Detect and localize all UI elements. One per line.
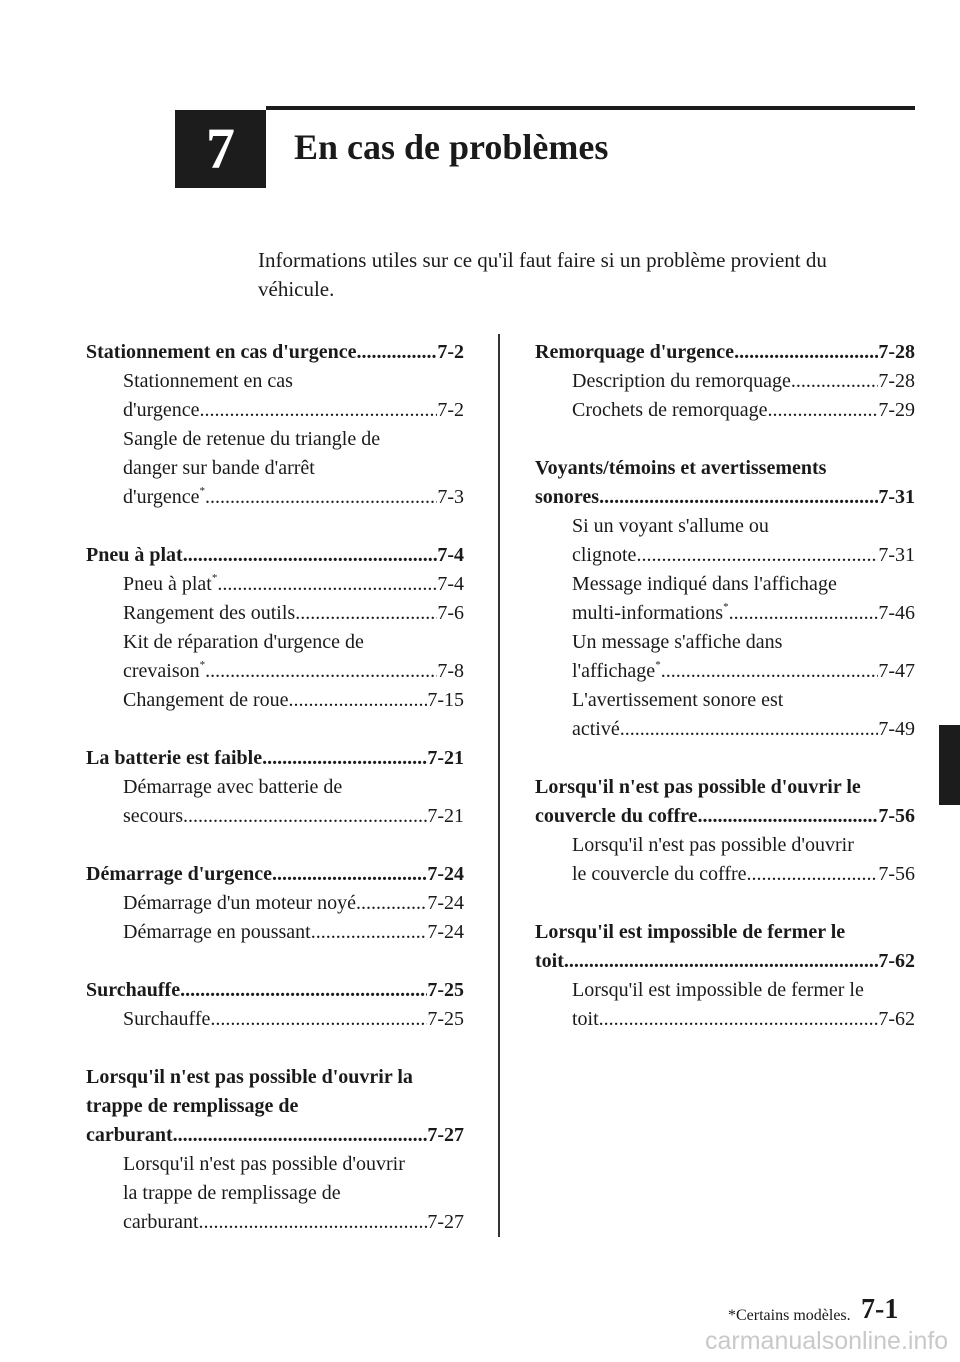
chapter-number-box [175,110,266,188]
toc-item[interactable] [86,889,464,918]
toc-item-title [123,599,295,628]
footnote-star: * [199,659,206,671]
toc-item[interactable] [86,570,464,599]
toc-item-line: Lorsqu'il n'est pas possible d'ouvrir [123,1153,405,1175]
toc-item-page: 7-21 [427,805,464,827]
dot-leader [729,599,879,628]
toc-item-page: 7-56 [878,863,915,885]
toc-item-page: 7-2 [437,399,464,421]
toc-heading[interactable] [86,744,464,773]
toc-heading-title: carburant [86,1124,173,1146]
toc-section [86,1063,464,1237]
dot-leader [564,947,878,976]
dot-leader [311,918,428,947]
page-number: 7-1 [861,1294,899,1325]
toc-item-title [123,1005,210,1034]
toc-item-title [123,918,311,947]
chapter-number: 7 [206,116,235,181]
toc-item[interactable] [86,686,464,715]
dot-leader [272,860,427,889]
toc-item-page: 7-27 [427,1211,464,1233]
toc-item-title [572,657,661,686]
toc-heading-page: 7-27 [427,1124,464,1146]
toc-item-title [123,1208,199,1237]
toc-heading[interactable] [535,338,915,367]
toc-heading-title: Surchauffe [86,979,181,1001]
toc-item[interactable] [535,367,915,396]
footnote-star: * [211,572,218,584]
toc-item-title [572,396,767,425]
dot-leader [210,1005,427,1034]
toc-item-title [123,657,205,686]
toc-item[interactable] [86,802,464,831]
dot-leader [661,657,879,686]
title-rule [266,106,915,110]
toc-item[interactable] [535,396,915,425]
toc-heading-line: Lorsqu'il n'est pas possible d'ouvrir le [535,776,861,798]
toc-item-page: 7-47 [878,660,915,682]
toc-heading[interactable] [535,947,915,976]
toc-section [535,338,915,425]
toc-item-text: Crochets de remorquage [572,399,768,421]
dot-leader [173,1121,428,1150]
dot-leader [200,396,438,425]
toc-item-line: Stationnement en cas [123,370,293,392]
toc-heading-page: 7-25 [427,979,464,1001]
toc-heading-page: 7-24 [427,863,464,885]
dot-leader [599,483,878,512]
toc-section [535,773,915,889]
toc-item[interactable] [86,1005,464,1034]
toc-section [86,976,464,1034]
toc-item[interactable] [535,599,915,628]
toc-item-title [572,860,747,889]
toc-item[interactable] [535,715,915,744]
column-divider [498,334,500,1237]
toc-heading-title: Stationnement en cas d'urgence [86,341,357,363]
toc-heading-page: 7-28 [878,341,915,363]
footnote: *Certains modèles. [728,1307,851,1324]
footnote-star: * [199,485,206,497]
toc-heading-title: Remorquage d'urgence [535,341,735,363]
toc-heading-title: couvercle du coffre [535,805,698,827]
dot-leader [295,599,437,628]
footnote-star: * [655,659,661,671]
toc-heading[interactable] [535,483,915,512]
dot-leader [636,541,878,570]
toc-heading[interactable] [86,976,464,1005]
toc-item-title [123,483,205,512]
toc-heading-page: 7-4 [437,544,464,566]
toc-item-page: 7-29 [878,399,915,421]
toc-item-page: 7-25 [427,1008,464,1030]
toc-item-text: Pneu à plat [123,573,212,595]
toc-item-page: 7-24 [427,921,464,943]
toc-heading-line: Voyants/témoins et avertissements [535,457,827,479]
toc-item-title [123,802,183,831]
toc-section [535,918,915,1034]
toc-item-line: Si un voyant s'allume ou [572,515,769,537]
toc-item-text: multi-informations [572,602,724,624]
toc-item-text: d'urgence [123,486,200,508]
dot-leader [767,396,878,425]
toc-section [86,744,464,831]
toc-item-line: Kit de réparation d'urgence de [123,631,364,653]
toc-item-page: 7-3 [437,486,464,508]
toc-item-line: Un message s'affiche dans [572,631,783,653]
toc-item[interactable] [535,541,915,570]
dot-leader [217,570,437,599]
toc-item-text: Démarrage en poussant [123,921,311,943]
toc-item[interactable] [535,1005,915,1034]
toc-item-page: 7-31 [878,544,915,566]
toc-item-text: d'urgence [123,399,200,421]
toc-item-line: L'avertissement sonore est [572,689,784,711]
footnote-star: * [723,601,729,613]
toc-heading-title: La batterie est faible [86,747,263,769]
dot-leader [183,802,427,831]
toc-item-text: Description du remorquage [572,370,791,392]
toc-heading-title: Pneu à plat [86,544,183,566]
toc-heading-line: Lorsqu'il est impossible de fermer le [535,921,846,943]
watermark: carmanualsonline.info [705,1327,949,1355]
toc-heading-page: 7-62 [878,950,915,972]
toc-item-line: la trappe de remplissage de [123,1182,341,1204]
toc-item[interactable] [86,396,464,425]
toc-item-title [123,570,217,599]
chapter-title: En cas de problèmes [294,127,609,167]
toc-heading[interactable] [86,860,464,889]
toc-item-line: danger sur bande d'arrêt [123,457,315,479]
toc-item-title [572,541,636,570]
toc-item-page: 7-8 [437,660,464,682]
dot-leader [620,715,879,744]
toc-item-title [123,396,200,425]
dot-leader [357,338,438,367]
toc-item-text: Changement de roue [123,689,289,711]
dot-leader [356,889,427,918]
toc-heading-page: 7-2 [437,341,464,363]
toc-item-title [572,599,729,628]
toc-item[interactable] [86,918,464,947]
toc-heading[interactable] [86,541,464,570]
toc-item-line: Démarrage avec batterie de [123,776,343,798]
toc-item-text: l'affichage [572,660,656,682]
toc-item-text: Démarrage d'un moteur noyé [123,892,356,914]
toc-heading[interactable] [86,1121,464,1150]
toc-heading[interactable] [86,338,464,367]
toc-item-text: Rangement des outils [123,602,296,624]
toc-item-title [572,1005,599,1034]
toc-item-page: 7-4 [437,573,464,595]
toc-item-title [572,367,791,396]
toc-heading-page: 7-21 [427,747,464,769]
dot-leader [205,483,437,512]
toc-heading-line: Lorsqu'il n'est pas possible d'ouvrir la [86,1066,413,1088]
toc-item-line: Lorsqu'il est impossible de fermer le [572,979,864,1001]
toc-item-page: 7-15 [427,689,464,711]
dot-leader [734,338,878,367]
toc-item-title [123,686,289,715]
toc-item-text: clignote [572,544,637,566]
dot-leader [747,860,879,889]
chapter-intro [258,246,898,304]
toc-item-text: secours [123,805,183,827]
toc-item[interactable] [535,860,915,889]
toc-item[interactable] [535,657,915,686]
dot-leader [698,802,879,831]
dot-leader [205,657,437,686]
toc-item[interactable] [86,1208,464,1237]
toc-item-text: activé [572,718,620,740]
toc-item-text: crevaison [123,660,200,682]
chapter-side-tab [939,725,960,805]
dot-leader [199,1208,428,1237]
toc-heading[interactable] [535,802,915,831]
toc-left-column [86,338,464,1266]
toc-section [86,338,464,512]
dot-leader [262,744,427,773]
toc-heading-line: trappe de remplissage de [86,1095,299,1117]
toc-item-text: Surchauffe [123,1008,211,1030]
dot-leader [791,367,879,396]
intro-line: véhicule. [258,277,335,301]
toc-item-title [123,889,356,918]
dot-leader [180,976,427,1005]
toc-item-page: 7-46 [878,602,915,624]
dot-leader [289,686,428,715]
toc-item-page: 7-49 [878,718,915,740]
toc-heading-page: 7-31 [878,486,915,508]
toc-section [86,860,464,947]
toc-heading-title: toit [535,950,564,972]
toc-item-text: carburant [123,1211,199,1233]
intro-line: Informations utiles sur ce qu'il faut faire si un problème provient du [258,248,827,272]
toc-item-page: 7-28 [878,370,915,392]
toc-item-line: Sangle de retenue du triangle de [123,428,381,450]
toc-heading-title: sonores [535,486,600,508]
toc-item[interactable] [86,657,464,686]
toc-item[interactable] [86,599,464,628]
dot-leader [599,1005,879,1034]
toc-item-text: toit [572,1008,599,1030]
toc-section [86,541,464,715]
toc-item[interactable] [86,483,464,512]
toc-heading-title: Démarrage d'urgence [86,863,273,885]
toc-item-page: 7-24 [427,892,464,914]
toc-section [535,454,915,744]
toc-heading-page: 7-56 [878,805,915,827]
toc-item-title [572,715,620,744]
toc-item-text: le couvercle du coffre [572,863,747,885]
dot-leader [183,541,438,570]
toc-item-line: Message indiqué dans l'affichage [572,573,837,595]
toc-right-column [535,338,915,1063]
toc-item-page: 7-6 [437,602,464,624]
toc-item-line: Lorsqu'il n'est pas possible d'ouvrir [572,834,854,856]
toc-item-page: 7-62 [878,1008,915,1030]
